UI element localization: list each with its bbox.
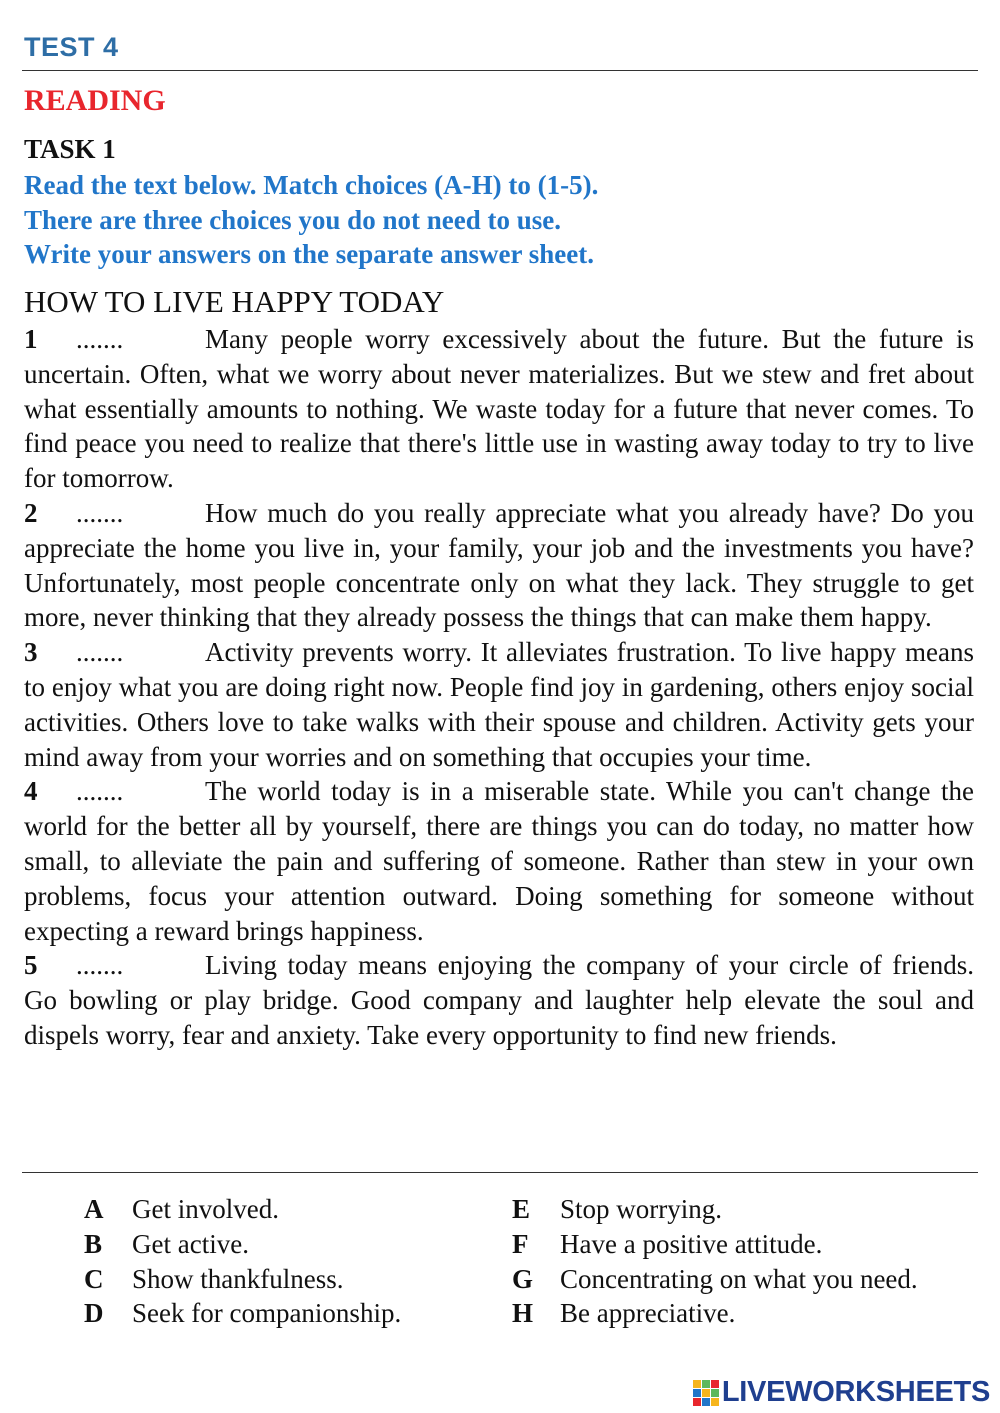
instruction-line: There are three choices you do not need to use.	[24, 204, 561, 235]
paragraph-text: The world today is in a miserable state. While you can't change the world for the better all by yourself, there are things you can do today, no matter how small, to alleviate the pain and suffering of someone. Rather than stew in your own problems, focus your attention outward. Doing something for someone without expecting a reward brings happiness.	[24, 776, 974, 946]
choice-text: Have a positive attitude.	[560, 1228, 823, 1259]
top-divider	[22, 70, 978, 71]
paragraph-number: 3	[24, 637, 38, 668]
liveworksheets-logo-icon	[693, 1380, 719, 1406]
paragraph-text: Activity prevents worry. It alleviates frustration. To live happy means to enjoy what you are doing right now. People find joy in gardening, others enjoy social activities. Others love to take walks with their spouse and children. Activity gets your mind away from your worries and on something that occupies your time.	[24, 637, 974, 772]
paragraph-number: 2	[24, 497, 38, 528]
choice-letter: D	[84, 1298, 104, 1329]
choice-letter: C	[84, 1263, 104, 1294]
paragraph-number: 4	[24, 776, 38, 807]
choice-item	[84, 1227, 401, 1262]
choice-item	[84, 1192, 401, 1227]
answer-blank[interactable]: .......	[76, 637, 124, 668]
liveworksheets-logo[interactable]	[693, 1376, 990, 1409]
choice-text: Get involved.	[132, 1194, 279, 1224]
choice-text: Stop worrying.	[560, 1194, 722, 1224]
choice-text: Be appreciative.	[560, 1298, 736, 1329]
passage-paragraph	[24, 496, 974, 635]
answer-blank[interactable]: .......	[76, 950, 124, 981]
choice-item	[84, 1296, 401, 1331]
choice-letter: F	[512, 1228, 529, 1259]
passage-title: HOW TO LIVE HAPPY TODAY	[24, 284, 445, 319]
choice-item	[512, 1192, 918, 1227]
choice-text: Show thankfulness.	[132, 1263, 344, 1294]
answer-blank[interactable]: .......	[76, 324, 124, 354]
choice-item	[512, 1227, 918, 1262]
choice-letter: H	[512, 1298, 534, 1329]
passage-paragraph	[24, 948, 974, 1052]
passage-paragraph	[24, 635, 974, 774]
passage	[24, 322, 974, 1053]
instruction-line: Write your answers on the separate answer sheet.	[24, 239, 594, 269]
choice-item	[84, 1262, 401, 1297]
paragraph-text: Living today means enjoying the company of your circle of friends. Go bowling or play bridge. Good company and laughter help elevate the soul and dispels worry, fear and anxiety. Take every opportunity to find new friends.	[24, 950, 974, 1050]
paragraph-number: 5	[24, 950, 38, 981]
choice-letter: G	[512, 1263, 534, 1294]
choice-text: Get active.	[132, 1228, 249, 1259]
choices-left-column	[84, 1192, 401, 1331]
choice-letter: B	[84, 1228, 103, 1259]
instruction-line: Read the text below. Match choices (A-H) to (1-5).	[24, 170, 599, 200]
choice-letter: A	[84, 1194, 104, 1224]
bottom-divider	[22, 1172, 978, 1173]
choices-right-column	[512, 1192, 918, 1331]
choice-text: Seek for companionship.	[132, 1298, 402, 1329]
answer-blank[interactable]: .......	[76, 497, 124, 528]
choice-text: Concentrating on what you need.	[560, 1263, 918, 1294]
passage-paragraph	[24, 774, 974, 948]
passage-paragraph	[24, 322, 974, 496]
paragraph-text: How much do you really appreciate what you already have? Do you appreciate the home you live in, your family, your job and the investments you have? Unfortunately, most people concentrate only on what they lack. They struggle to get more, never thinking that they already possess the things that can make them happy.	[24, 497, 974, 633]
paragraph-number: 1	[24, 324, 38, 354]
choice-item	[512, 1296, 918, 1331]
answer-blank[interactable]: .......	[76, 776, 124, 807]
task-heading: TASK 1	[24, 134, 116, 164]
liveworksheets-wordmark: LIVEWORKSHEETS	[721, 1376, 990, 1408]
choice-item	[512, 1262, 918, 1297]
test-title: TEST 4	[24, 32, 119, 62]
section-heading: READING	[24, 84, 166, 117]
instructions	[24, 168, 974, 272]
choice-letter: E	[512, 1194, 531, 1224]
paragraph-text: Many people worry excessively about the future. But the future is uncertain. Often, what we worry about never materializes. But we stew and fret about what essentially amounts to nothing. We waste today for a future that never comes. To find peace you need to realize that there's little use in wasting away today to try to live for tomorrow.	[24, 324, 974, 494]
